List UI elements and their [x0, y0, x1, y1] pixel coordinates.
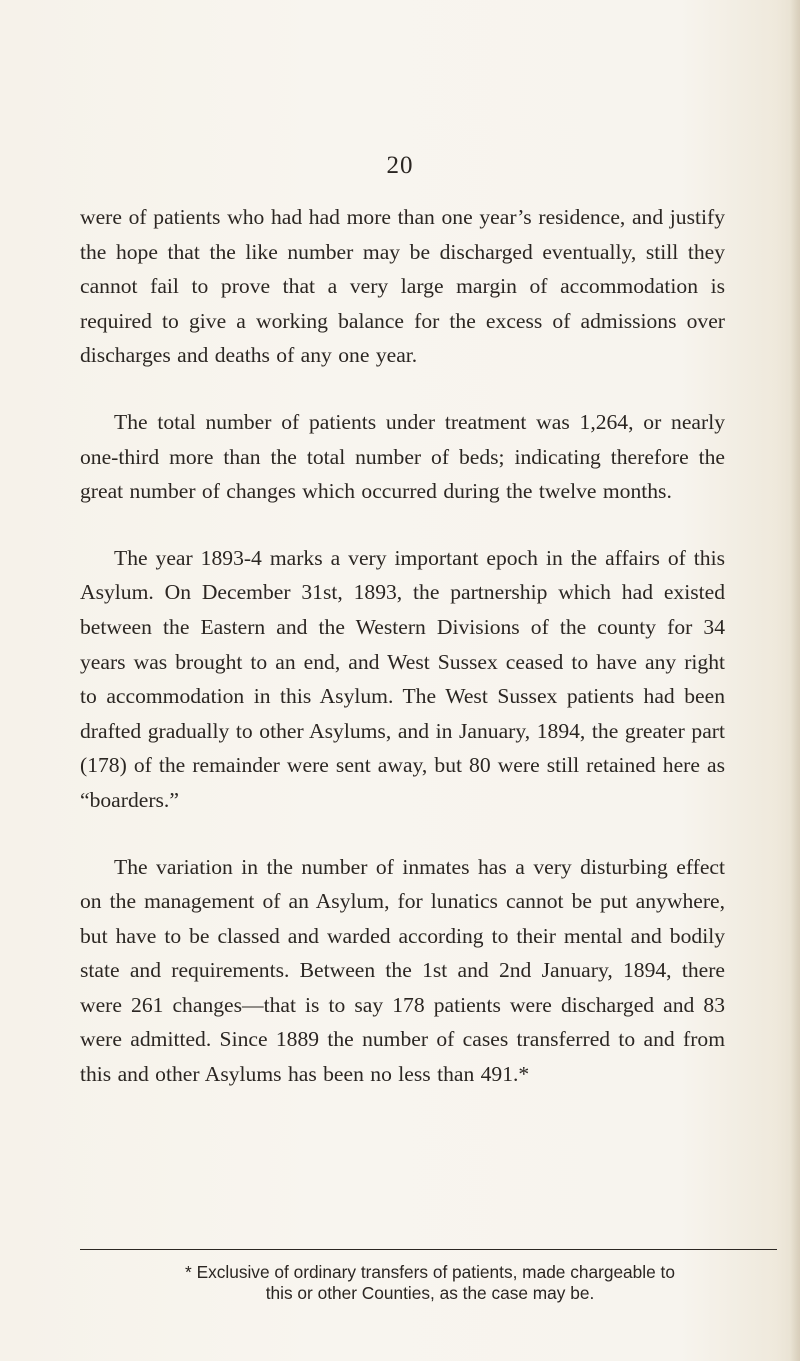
- paragraph-continuation: were of patients who had had more than one year’s residence, and justify the hope that the like number may be discharged eventually, still they cannot fail to prove that a very large margin of accommodation is required to give a working balance for the excess of admissions over discharges and deaths of any one year.: [80, 205, 725, 368]
- footnote-line-1: * Exclusive of ordinary transfers of patients, made chargeable to: [185, 1262, 675, 1282]
- paragraph-gap: [80, 509, 725, 541]
- footnote-divider: [80, 1249, 777, 1250]
- paragraph-variation: The variation in the number of inmates has a very disturbing effect on the management of an Asylum, for lunatics cannot be put anywhere, but have to be classed and warded according to their mental and bodily state and requirements. Between the 1st and 2nd January, 1894, there were 261 changes—that is to say 178 patients were discharged and 83 were admitted. Since 1889 the number of cases transferred to and from this and other Asylums has been no less than 491.*: [80, 854, 725, 1087]
- paragraph-total-patients: The total number of patients under treatment was 1,264, or nearly one-third more than the total number of beds; indicating therefore the great number of changes which occurred during the twelve months.: [80, 409, 725, 504]
- paragraph-gap: [80, 818, 725, 850]
- paragraph-epoch: The year 1893-4 marks a very important epoch in the affairs of this Asylum. On December 31st, 1893, the partnership which had existed between the Eastern and the Western Divisions of the county for 34 years was brought to an end, and West Sussex ceased to have any right to accommodation in this Asylum. The West Sussex patients had been drafted gradually to other Asylums, and in January, 1894, the greater part (178) of the remainder were sent away, but 80 were still retained here as “boarders.”: [80, 545, 725, 812]
- page-edge-shadow: [790, 0, 800, 1361]
- paragraph-gap: [80, 373, 725, 405]
- body-text: [80, 200, 725, 1092]
- page-number: 20: [386, 152, 414, 179]
- footnote: [80, 1262, 780, 1304]
- footnote-line-2: this or other Counties, as the case may be.: [265, 1283, 595, 1303]
